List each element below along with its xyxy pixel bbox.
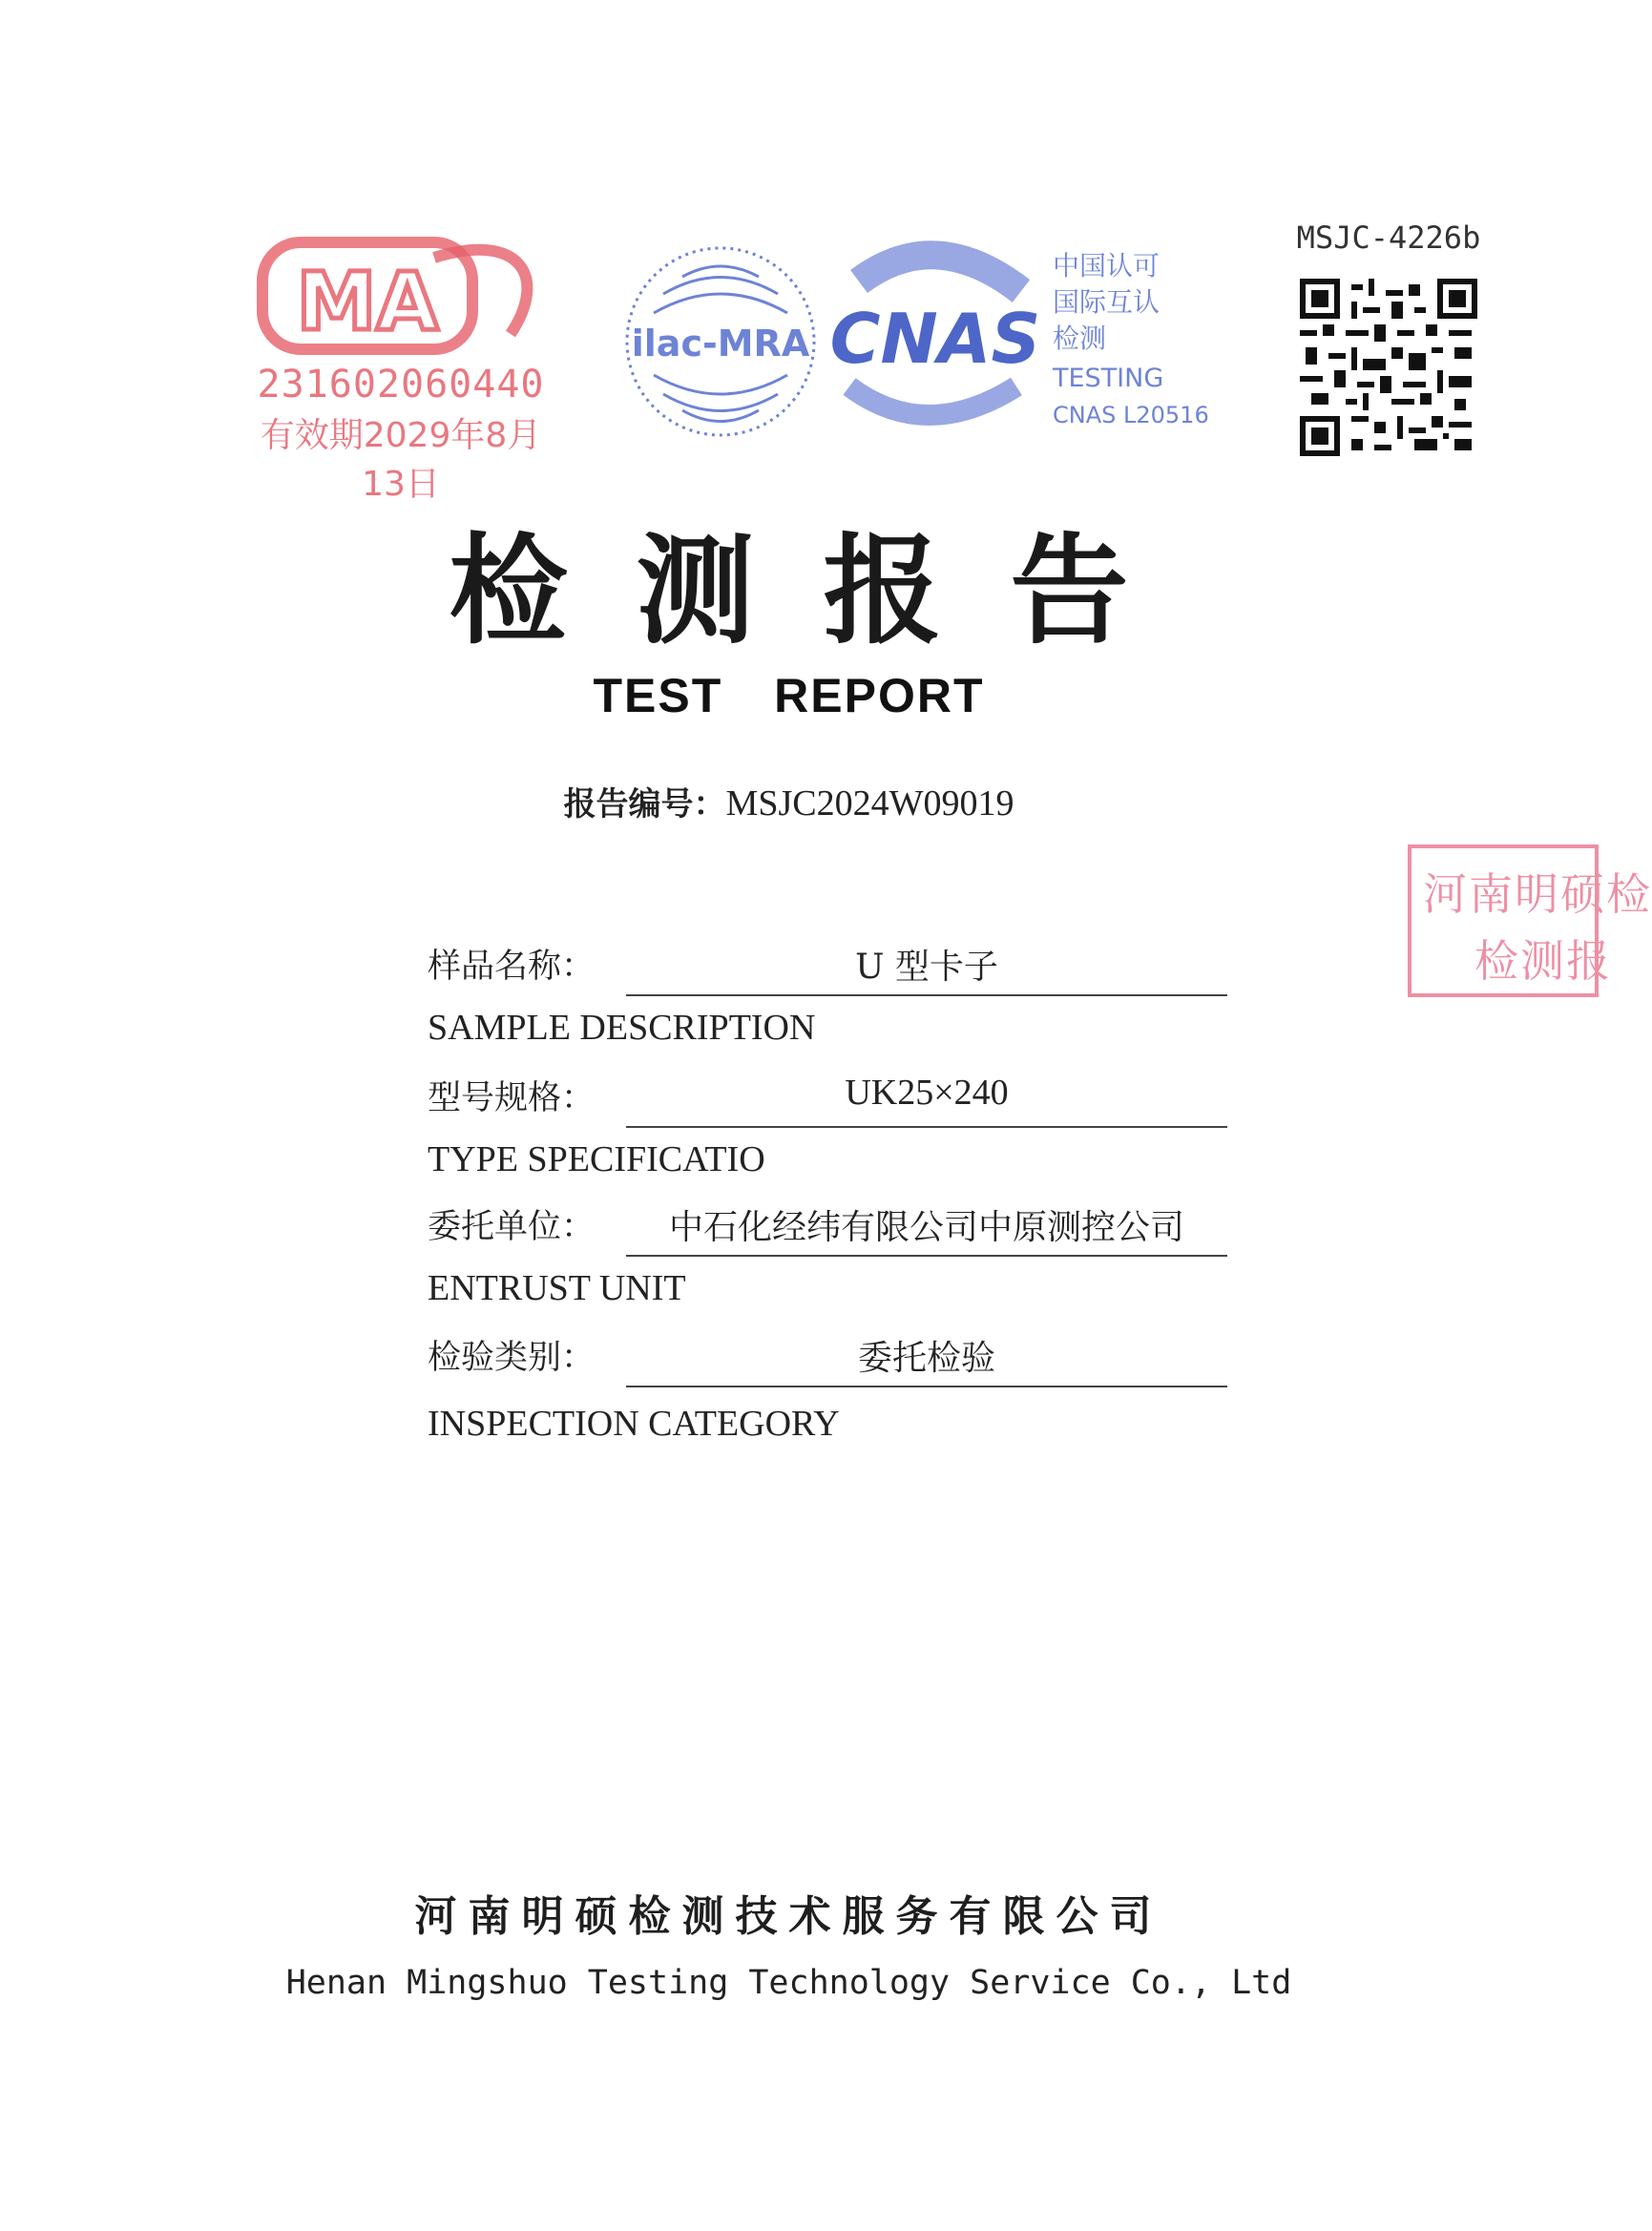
client-label-en: ENTRUST UNIT <box>428 1268 686 1308</box>
model-spec-underline <box>626 1126 1227 1128</box>
inspection-type-underline <box>626 1386 1227 1387</box>
sample-name-label-en: SAMPLE DESCRIPTION <box>428 1008 816 1048</box>
cnas-logo-text: CNAS <box>829 299 1041 379</box>
ilac-mra-logo <box>616 237 826 447</box>
cma-number: 231602060440 <box>257 363 545 407</box>
client-underline <box>626 1255 1227 1257</box>
cnas-line-4: TESTING <box>1053 364 1164 393</box>
client-value: 中石化经纬有限公司中原测控公司 <box>668 1208 1184 1247</box>
cnas-mark-icon <box>821 243 1050 434</box>
document-code: MSJC-4226b <box>1296 219 1481 256</box>
seal-line-1: 河南明硕检 <box>1423 868 1652 920</box>
cma-logo-text: MA <box>296 255 439 348</box>
cnas-line-3: 检测 <box>1053 323 1107 354</box>
cnas-logo <box>821 243 1050 434</box>
sample-name-underline <box>626 994 1227 996</box>
cma-stamp <box>243 239 558 504</box>
cnas-line-5: CNAS L20516 <box>1053 402 1209 428</box>
cnas-line-1: 中国认可 <box>1053 250 1161 281</box>
ilac-logo-text: ilac-MRA <box>631 323 810 365</box>
ilac-globe-icon <box>616 237 826 447</box>
inspection-type-label-en: INSPECTION CATEGORY <box>428 1404 840 1444</box>
report-title-en: TEST REPORT <box>593 669 985 722</box>
model-spec-label-en: TYPE SPECIFICATIO <box>428 1139 765 1179</box>
report-number <box>0 778 1578 824</box>
report-number-label: 报告编号： <box>563 785 726 824</box>
inspection-type-label: 检验类别： <box>428 1339 596 1377</box>
seal-line-2: 检测报 <box>1474 935 1612 987</box>
inspection-type-value: 委托检验 <box>857 1339 995 1378</box>
cma-validity: 有效期2029年8月13日 <box>260 416 542 504</box>
report-number-value: MSJC2024W09019 <box>725 783 1014 824</box>
qr-code-icon <box>1300 277 1477 458</box>
company-seal-partial <box>1408 844 1652 997</box>
client-label: 委托单位： <box>428 1208 596 1246</box>
sample-name-value: U 型卡子 <box>855 948 998 987</box>
model-spec-label: 型号规格： <box>428 1079 596 1117</box>
cnas-accreditation-text <box>1053 248 1209 433</box>
company-name-en: Henan Mingshuo Testing Technology Service Co., Ltd <box>285 1964 1292 2002</box>
cnas-line-2: 国际互认 <box>1053 286 1161 318</box>
sample-name-label: 样品名称： <box>428 948 596 986</box>
company-name-cn: 河南明硕检测技术服务有限公司 <box>414 1892 1163 1941</box>
cma-logo-icon <box>243 239 558 363</box>
model-spec-value: UK25×240 <box>845 1073 1009 1113</box>
report-title-cn: 检测报告 <box>449 522 1198 660</box>
